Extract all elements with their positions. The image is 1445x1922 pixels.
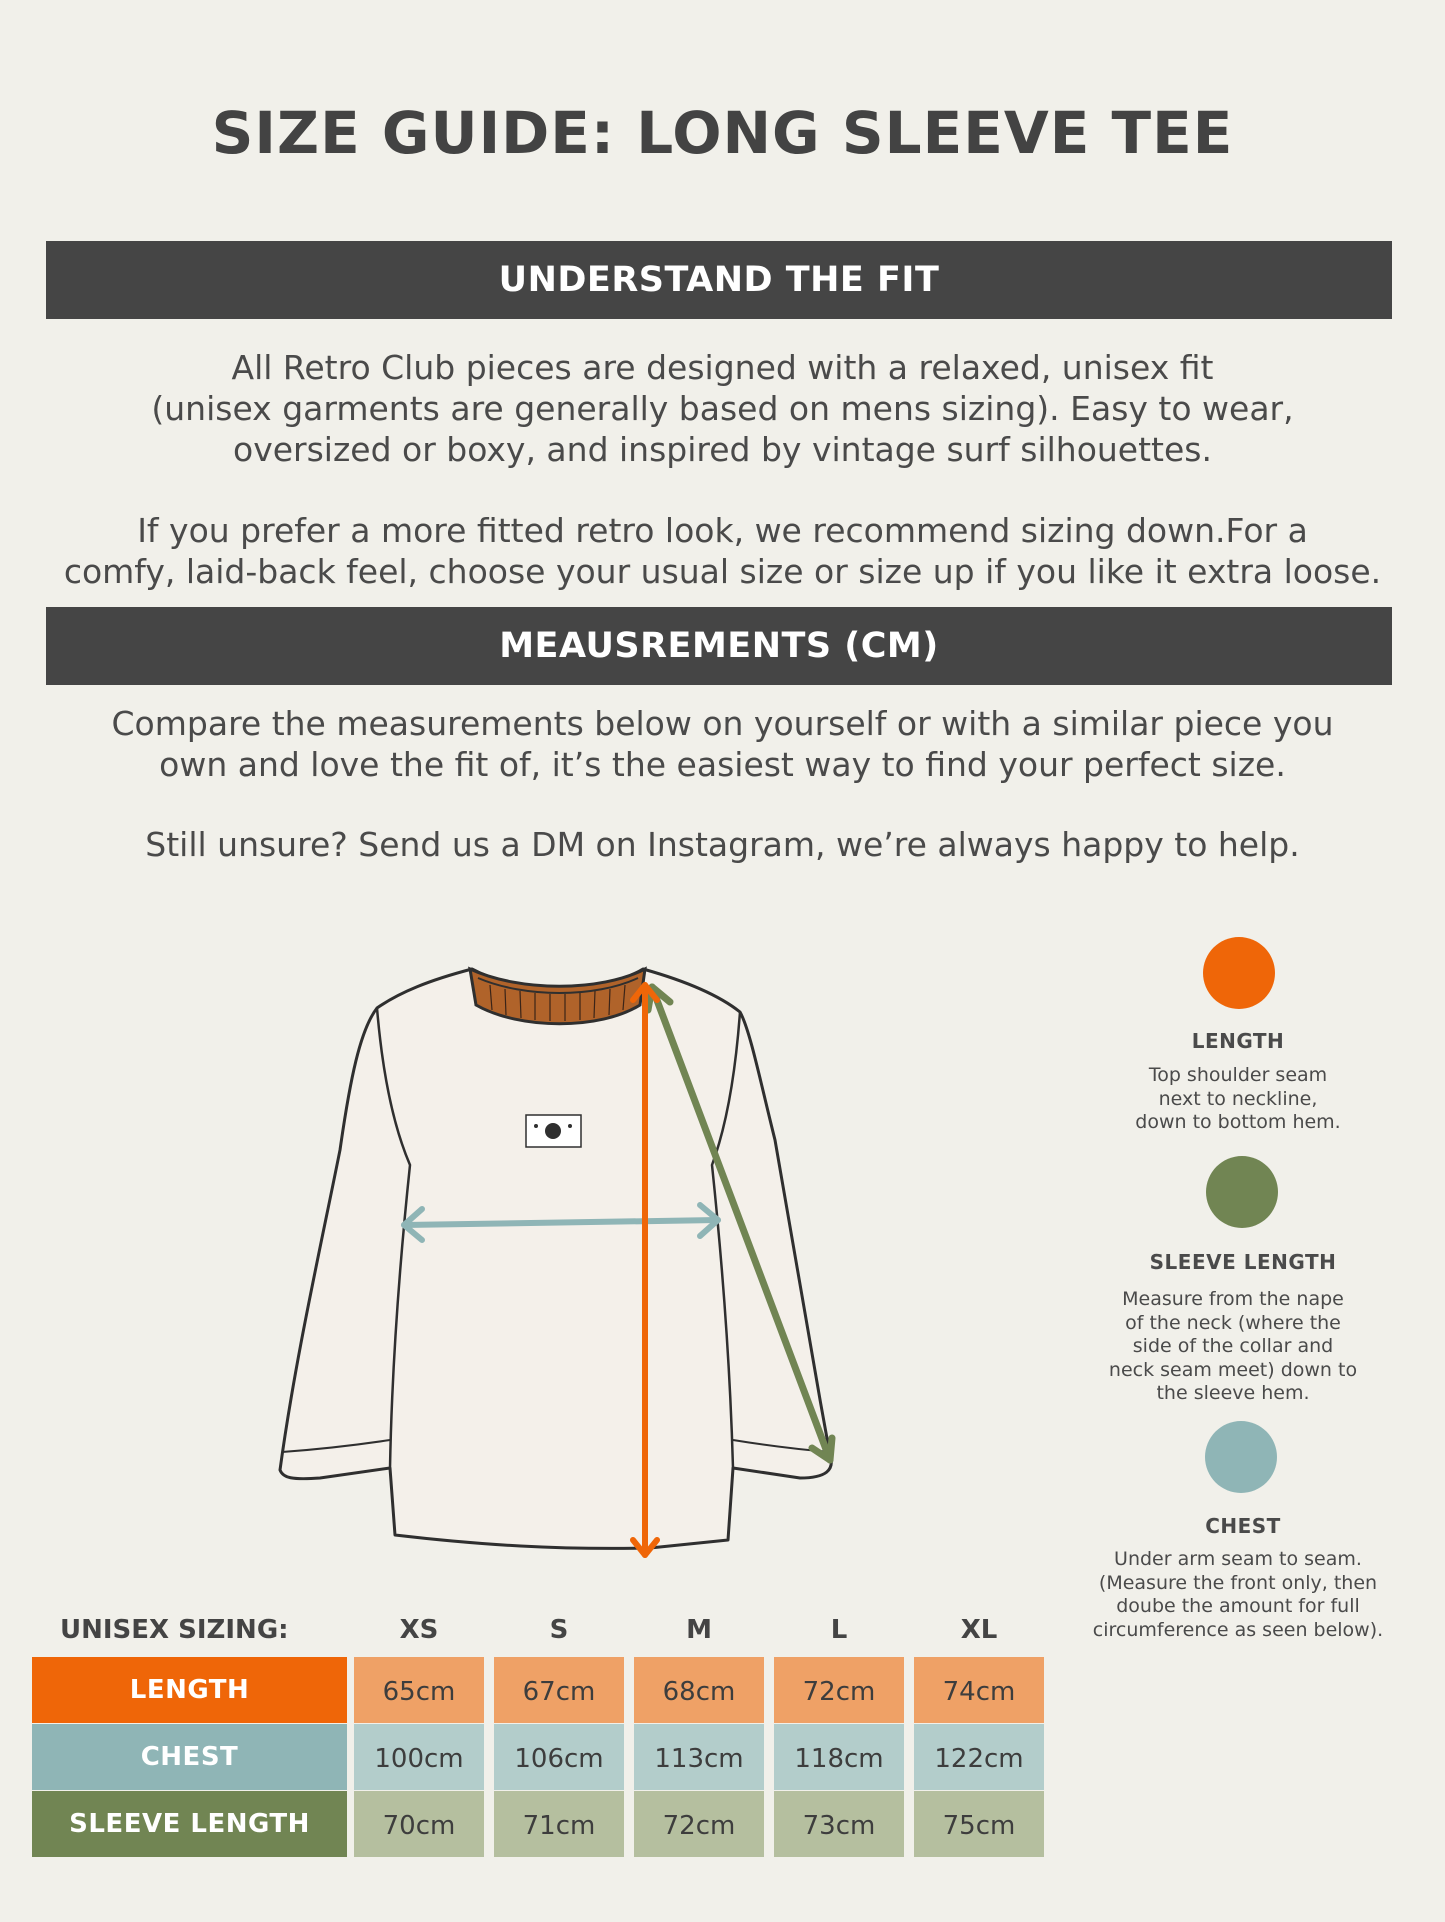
- size-header-l: L: [830, 1615, 848, 1645]
- row-label-length: LENGTH: [32, 1657, 347, 1723]
- measurements-section-heading: MEAUSREMENTS (CM): [46, 607, 1392, 685]
- table-cell: 100cm: [354, 1724, 484, 1790]
- size-header-s: S: [549, 1615, 569, 1645]
- fit-paragraph-1-line: oversized or boxy, and inspired by vintage surf silhouettes.: [233, 430, 1212, 469]
- fit-paragraph-2-line: comfy, laid-back feel, choose your usual size or size up if you like it extra loose.: [63, 552, 1382, 591]
- length-legend-description: Top shoulder seam next to neckline, down to bottom hem.: [1135, 1064, 1341, 1133]
- fit-paragraph-1: [40, 347, 1405, 470]
- long-sleeve-tee-illustration: [270, 950, 850, 1570]
- table-cell: 75cm: [914, 1791, 1044, 1857]
- length-legend-dot: [1203, 937, 1275, 1009]
- fit-paragraph-2: [40, 510, 1405, 592]
- fit-section-heading: UNDERSTAND THE FIT: [46, 241, 1392, 319]
- fit-paragraph-1-line: (unisex garments are generally based on mens sizing). Easy to wear,: [151, 389, 1294, 428]
- tee-body-shape: [280, 969, 831, 1548]
- sleeve-length-legend-description: Measure from the nape of the neck (where the side of the collar and neck seam meet) down to the sleeve hem.: [1108, 1288, 1358, 1404]
- table-cell: 68cm: [634, 1657, 764, 1723]
- row-label-chest: CHEST: [32, 1724, 347, 1790]
- measurements-paragraph-2: [40, 824, 1405, 865]
- size-header-m: M: [686, 1615, 712, 1645]
- chest-legend-description: Under arm seam to seam. (Measure the front only, then doube the amount for full circumference as seen below).: [1092, 1548, 1384, 1641]
- tee-logo-patch: [526, 1115, 581, 1147]
- row-label-sleeve-length: SLEEVE LENGTH: [32, 1791, 347, 1857]
- tee-collar: [470, 969, 645, 1024]
- sleeve-length-legend-title: SLEEVE LENGTH: [1149, 1250, 1337, 1274]
- length-legend-title: LENGTH: [1191, 1029, 1285, 1053]
- measurements-paragraph-2-line: Still unsure? Send us a DM on Instagram, we’re always happy to help.: [145, 825, 1300, 864]
- unisex-sizing-label: UNISEX SIZING:: [60, 1615, 289, 1645]
- table-cell: 71cm: [494, 1791, 624, 1857]
- table-cell: 70cm: [354, 1791, 484, 1857]
- table-cell: 72cm: [634, 1791, 764, 1857]
- measurements-paragraph-1-line: Compare the measurements below on yourself or with a similar piece you: [111, 704, 1334, 743]
- table-cell: 106cm: [494, 1724, 624, 1790]
- table-cell: 73cm: [774, 1791, 904, 1857]
- table-cell: 65cm: [354, 1657, 484, 1723]
- table-cell: 113cm: [634, 1724, 764, 1790]
- table-cell: 122cm: [914, 1724, 1044, 1790]
- measurements-paragraph-1-line: own and love the fit of, it’s the easiest way to find your perfect size.: [159, 745, 1286, 784]
- chest-legend-title: CHEST: [1205, 1514, 1281, 1538]
- measurements-paragraph-1: [40, 703, 1405, 785]
- size-header-xs: XS: [399, 1615, 439, 1645]
- sleeve-length-legend-dot: [1206, 1156, 1278, 1228]
- size-header-xl: XL: [960, 1615, 998, 1645]
- page-title: SIZE GUIDE: LONG SLEEVE TEE: [211, 99, 1234, 167]
- fit-paragraph-2-line: If you prefer a more fitted retro look, we recommend sizing down.For a: [137, 511, 1308, 550]
- chest-legend-dot: [1205, 1421, 1277, 1493]
- table-cell: 72cm: [774, 1657, 904, 1723]
- table-cell: 67cm: [494, 1657, 624, 1723]
- table-cell: 118cm: [774, 1724, 904, 1790]
- table-cell: 74cm: [914, 1657, 1044, 1723]
- fit-paragraph-1-line: All Retro Club pieces are designed with a relaxed, unisex fit: [231, 348, 1214, 387]
